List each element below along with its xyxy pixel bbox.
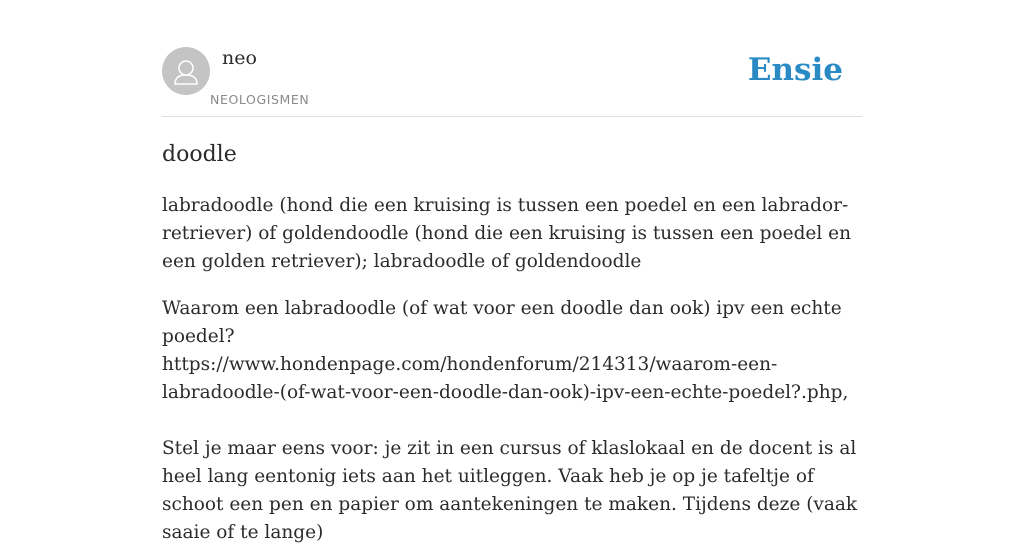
entry-header bbox=[162, 0, 862, 117]
entry-card bbox=[162, 0, 862, 543]
brand-logo[interactable]: Ensie bbox=[747, 52, 843, 88]
entry-term: doodle bbox=[162, 142, 237, 167]
username-link[interactable]: neo bbox=[222, 47, 257, 69]
example-line: Waarom een labradoodle (of wat voor een doodle dan ook) ipv een echte poedel? bbox=[162, 298, 842, 347]
dictionary-link[interactable]: NEOLOGISMEN bbox=[210, 92, 310, 107]
user-avatar-icon[interactable] bbox=[162, 47, 210, 95]
example-url: https://www.hondenpage.com/hondenforum/214313/waarom-een-labradoodle-(of-wat-voor-een-doodle-dan-ook)-ipv-een-echte-poedel?.php, bbox=[162, 354, 849, 403]
user-silhouette-icon bbox=[162, 47, 210, 95]
entry-definition: labradoodle (hond die een kruising is tussen een poedel en een labrador-retriever) of goldendoodle (hond die een kruising is tussen een poedel en een golden retriever); labradoodle of goldendoodle bbox=[162, 195, 852, 272]
example-line: Stel je maar eens voor: je zit in een cursus of klaslokaal en de docent is al heel lang eentonig iets aan het uitleggen. Vaak heb je op je tafeltje of schoot een pen en papier om aantekeningen te maken. Tijdens deze (vaak saaie of te lange) bbox=[162, 438, 858, 543]
entry-example bbox=[162, 295, 862, 547]
